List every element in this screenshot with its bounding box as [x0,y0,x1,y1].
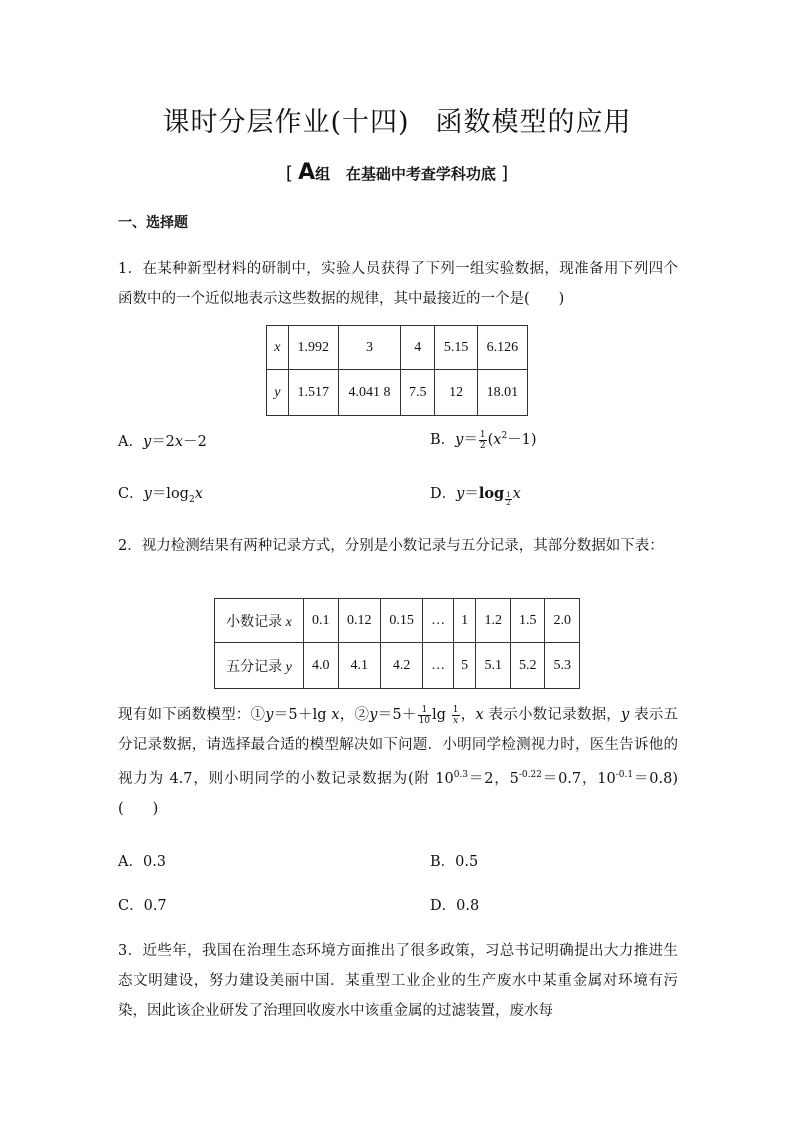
question-1-option-d: D．y＝log $_{\frac{1}{2}}$ x [430,485,521,507]
question-1-option-a: A．y＝2x－2 [118,434,207,450]
table-cell: 4 [400,326,434,370]
table-cell: 4.0 [304,643,338,689]
table-cell: 4.1 [338,643,380,689]
table-cell: 4.2 [380,643,422,689]
group-label: 组 [315,165,331,183]
table-cell: y [267,370,289,416]
question-1-option-c: C．$y=\log_2x$ [118,486,203,505]
table-cell: … [423,599,454,643]
table-cell: x [267,326,289,370]
question-2-model-text: 现有如下函数模型：①y＝5＋lg x，②y＝5＋ $\frac{1}{10}$ lg $\frac{1}{x}$ ，x 表示小数记录数据，y 表示五分记录数据，请选择最合适的模型解决如下问题．小明同学检测视力时，医生告诉他的视力为 4.7，则小明同学的小数记录数据为(附 $10^{0.3}=2$，$5^{-0.22}=0.7$，$10^{-0.1}=0.8$)( ) [118,704,679,817]
table-row [215,599,580,643]
page-title [0,100,794,139]
table-cell: 五分记录 y [215,643,304,689]
table-row [215,643,580,689]
group-heading [0,160,794,185]
table-cell: 1.517 [288,370,338,416]
question-2-option-a: A．0.3 [118,854,167,870]
table-cell: 2.0 [545,599,580,643]
table-cell: 1.992 [288,326,338,370]
table-cell: … [423,643,454,689]
table-cell: 0.1 [304,599,338,643]
table-row [267,326,528,370]
table-cell: 5.2 [510,643,544,689]
group-bracket-close: ] [501,163,509,184]
question-2-option-d: D．0.8 [430,898,480,914]
question-1-stem: 1．在某种新型材料的研制中，实验人员获得了下列一组实验数据，现准备用下列四个函数中的一个近似地表示这些数据的规律，其中最接近的一个是( ) [118,261,678,307]
table-cell: 1 [453,599,476,643]
question-3-stem: 3．近些年，我国在治理生态环境方面推出了很多政策，习总书记明确提出大力推进生态文明建设，努力建设美丽中国．某重型工业企业的生产废水中某重金属对环境有污染，因此该企业研发了治理回收废水中该重金属的过滤装置，废水每 [118,943,678,1019]
table-cell: 5.1 [476,643,510,689]
title-sub: 函数模型的应用 [435,107,632,138]
table-cell: 1.5 [510,599,544,643]
group-bracket-open: [ [285,163,293,184]
table-cell: 6.126 [477,326,527,370]
group-description: 在基础中考查学科功底 [345,165,496,183]
table-cell: 0.15 [380,599,422,643]
table-cell: 1.2 [476,599,510,643]
title-main: 课时分层作业(十四) [162,107,410,138]
question-2-table [214,598,580,689]
section-title: 一、选择题 [118,215,188,231]
table-cell: 4.041 8 [338,370,400,416]
question-1-table [266,325,528,416]
table-cell: 小数记录 x [215,599,304,643]
question-1-option-b: B．y＝ $\frac{1}{2}$ $(x^2-1)$ [430,429,537,451]
question-2-option-b: B．0.5 [430,854,479,870]
table-cell: 0.12 [338,599,380,643]
table-row [267,370,528,416]
table-cell: 12 [435,370,477,416]
table-cell: 18.01 [477,370,527,416]
question-2-stem: 2．视力检测结果有两种记录方式，分别是小数记录与五分记录，其部分数据如下表： [118,538,664,554]
table-cell: 5 [453,643,476,689]
table-cell: 5.3 [545,643,580,689]
question-2-option-c: C．0.7 [118,898,167,914]
table-cell: 5.15 [435,326,477,370]
table-cell: 7.5 [400,370,434,416]
group-letter: A [298,160,316,185]
table-cell: 3 [338,326,400,370]
